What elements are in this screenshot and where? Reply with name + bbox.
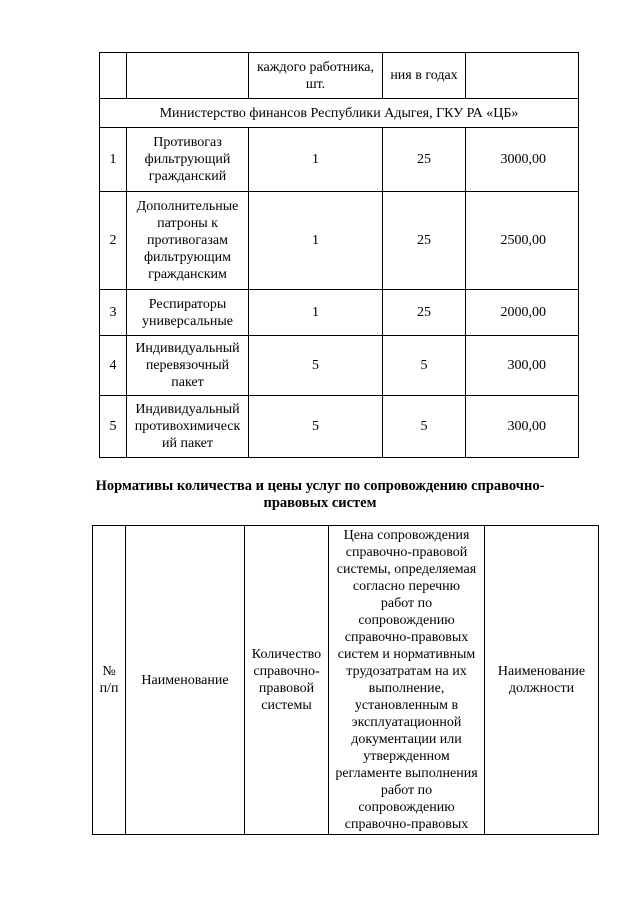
item-years: 5 bbox=[383, 396, 466, 458]
item-quantity: 1 bbox=[249, 128, 383, 192]
item-name: Респираторы универсальные bbox=[127, 290, 249, 336]
row-number: 3 bbox=[100, 290, 127, 336]
table-row bbox=[100, 128, 579, 192]
header-price: Цена сопровождения справочно-правовой системы, определяемая согласно перечню работ по сопровождению справочно-правовых систем и нормативным трудозатратам на их выполнение, установленным в эксплуатационной документации или утвержденном регламенте выполнения работ по сопровождению справочно-правовых bbox=[329, 526, 485, 835]
row-number: 2 bbox=[100, 192, 127, 290]
header-cell-empty bbox=[127, 53, 249, 99]
item-years: 5 bbox=[383, 336, 466, 396]
table-row bbox=[100, 336, 579, 396]
header-quantity: Количество справочно- правовой системы bbox=[245, 526, 329, 835]
row-number: 5 bbox=[100, 396, 127, 458]
equipment-norms-table bbox=[99, 52, 579, 458]
section-row bbox=[100, 99, 579, 128]
item-name: Индивидуальный противохимическ ий пакет bbox=[127, 396, 249, 458]
item-price: 3000,00 bbox=[466, 128, 579, 192]
header-name: Наименование bbox=[126, 526, 245, 835]
header-cell-years: ния в годах bbox=[383, 53, 466, 99]
item-quantity: 1 bbox=[249, 290, 383, 336]
table-header-row bbox=[93, 526, 599, 835]
item-years: 25 bbox=[383, 128, 466, 192]
legal-systems-norms-table bbox=[92, 525, 599, 835]
section-title: Министерство финансов Республики Адыгея, ГКУ РА «ЦБ» bbox=[100, 99, 579, 128]
row-number: 1 bbox=[100, 128, 127, 192]
table-row bbox=[100, 290, 579, 336]
item-name: Противогаз фильтрующий гражданский bbox=[127, 128, 249, 192]
item-quantity: 5 bbox=[249, 336, 383, 396]
item-price: 300,00 bbox=[466, 336, 579, 396]
table-header-fragment-row bbox=[100, 53, 579, 99]
row-number: 4 bbox=[100, 336, 127, 396]
header-cell-quantity: каждого работника, шт. bbox=[249, 53, 383, 99]
table-row bbox=[100, 192, 579, 290]
header-cell-empty bbox=[100, 53, 127, 99]
item-quantity: 1 bbox=[249, 192, 383, 290]
item-years: 25 bbox=[383, 290, 466, 336]
item-name: Дополнительные патроны к противогазам фильтрующим гражданским bbox=[127, 192, 249, 290]
section-heading: Нормативы количества и цены услуг по сопровождению справочно- правовых систем bbox=[95, 478, 545, 511]
item-name: Индивидуальный перевязочный пакет bbox=[127, 336, 249, 396]
header-cell-empty bbox=[466, 53, 579, 99]
table-row bbox=[100, 396, 579, 458]
header-position: Наименование должности bbox=[485, 526, 599, 835]
item-quantity: 5 bbox=[249, 396, 383, 458]
header-number: № п/п bbox=[93, 526, 126, 835]
item-price: 2000,00 bbox=[466, 290, 579, 336]
item-price: 300,00 bbox=[466, 396, 579, 458]
item-years: 25 bbox=[383, 192, 466, 290]
item-price: 2500,00 bbox=[466, 192, 579, 290]
